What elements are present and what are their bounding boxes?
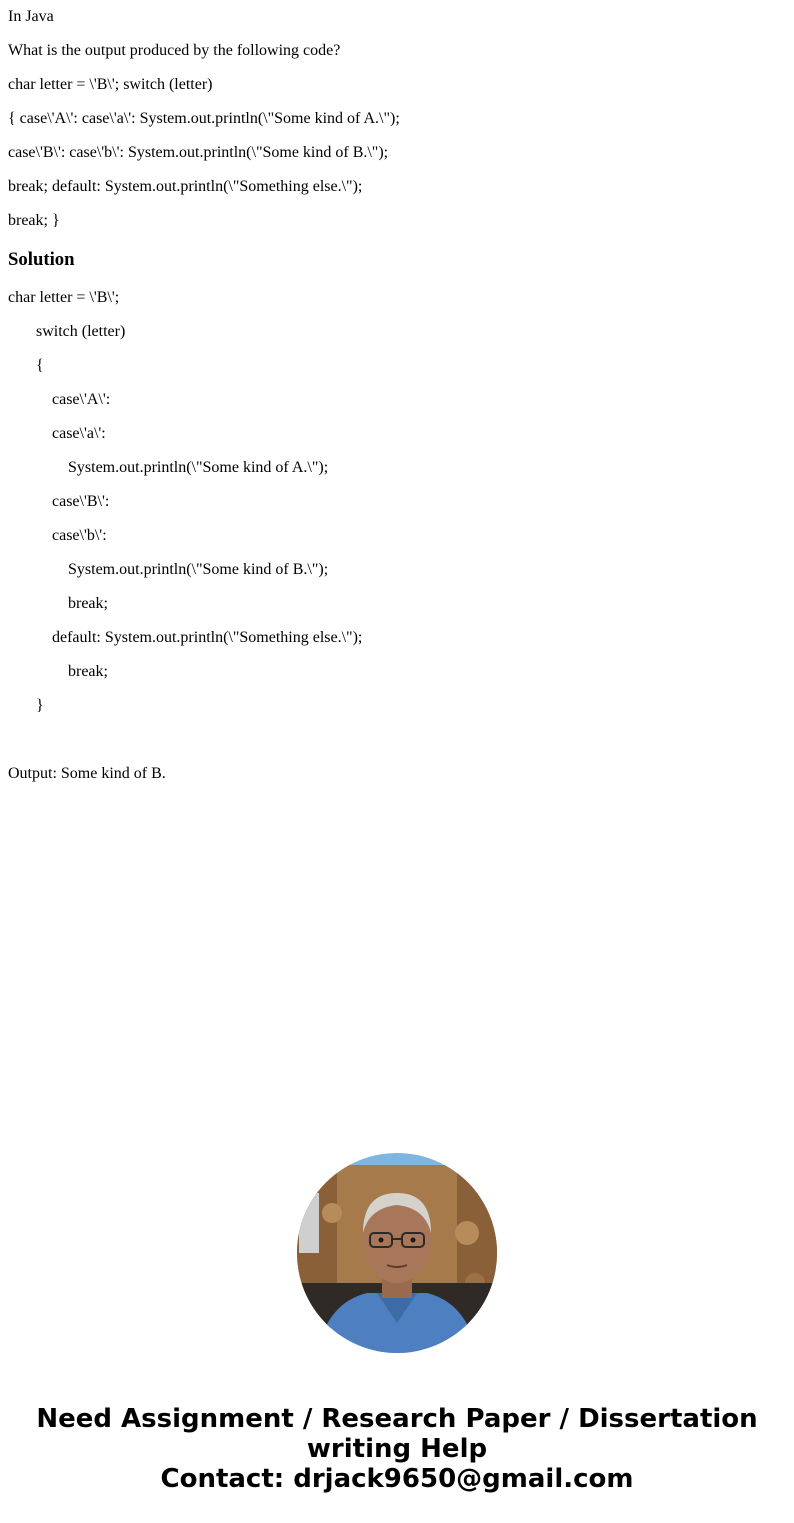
question-line-6: break; default: System.out.println(\"Something else.\"); — [8, 178, 363, 195]
code-line: case\'A\': — [52, 391, 111, 408]
question-line-2: What is the output produced by the following code? — [8, 42, 341, 59]
code-line: switch (letter) — [36, 323, 126, 340]
code-line: System.out.println(\"Some kind of B.\"); — [68, 561, 329, 578]
code-line: break; — [68, 663, 108, 680]
question-line-7: break; } — [8, 212, 60, 229]
code-line: case\'B\': — [52, 493, 110, 510]
question-line-5: case\'B\': case\'b\': System.out.println(\"Some kind of B.\"); — [8, 144, 389, 161]
code-line: default: System.out.println(\"Something else.\"); — [52, 629, 363, 646]
code-line: System.out.println(\"Some kind of A.\"); — [68, 459, 329, 476]
question-line-1: In Java — [8, 8, 54, 25]
code-line: case\'b\': — [52, 527, 107, 544]
avatar — [297, 1153, 497, 1353]
footer-line-2: writing Help — [306, 1434, 488, 1464]
footer-line-1: Need Assignment / Research Paper / Dissertation — [36, 1404, 758, 1434]
code-line: char letter = \'B\'; — [8, 289, 120, 306]
author-photo — [297, 1153, 497, 1353]
footer-contact: Contact: drjack9650@gmail.com — [160, 1464, 634, 1494]
solution-output: Output: Some kind of B. — [8, 765, 166, 782]
code-line: case\'a\': — [52, 425, 106, 442]
solution-heading: Solution — [8, 249, 75, 270]
question-line-4: { case\'A\': case\'a\': System.out.println(\"Some kind of A.\"); — [8, 110, 400, 127]
code-line: { — [36, 357, 44, 374]
code-line: } — [36, 697, 44, 714]
code-line: break; — [68, 595, 108, 612]
question-line-3: char letter = \'B\'; switch (letter) — [8, 76, 213, 93]
